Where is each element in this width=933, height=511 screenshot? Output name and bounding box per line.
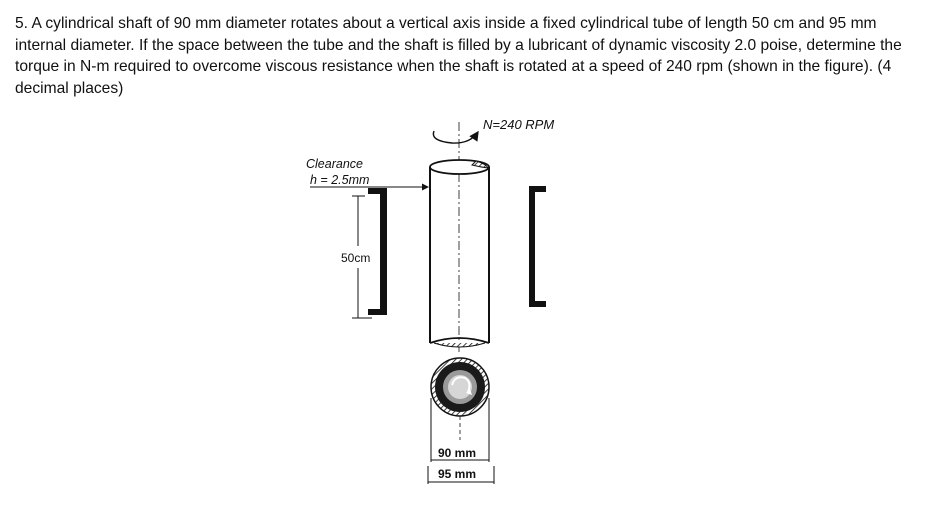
length-label: 50cm [341, 251, 371, 265]
rotation-speed-label: N=240 RPM [483, 117, 555, 132]
shaft [430, 160, 489, 347]
problem-statement: 5. A cylindrical shaft of 90 mm diameter rotates about a vertical axis inside a fixed cylindrical tube of length 50 cm and 95 mm internal diameter. If the space between the tube and the shaft is filled by a lubricant of dynamic viscosity 2.0 poise, determine the torque in N-m required to overcome viscous resistance when the shaft is rotated at a speed of 240 rpm (shown in the figure). (4 decimal places) [15, 15, 902, 97]
tube-wall-right [529, 186, 546, 307]
shaft-diameter-label: 90 mm [438, 446, 477, 460]
tube-wall-left [368, 188, 387, 315]
cross-section [431, 358, 489, 440]
rotation-arrow-icon [433, 131, 478, 143]
clearance-value-label: h = 2.5mm [310, 173, 370, 187]
clearance-label: Clearance [306, 157, 363, 171]
tube-diameter-label: 95 mm [438, 467, 477, 481]
